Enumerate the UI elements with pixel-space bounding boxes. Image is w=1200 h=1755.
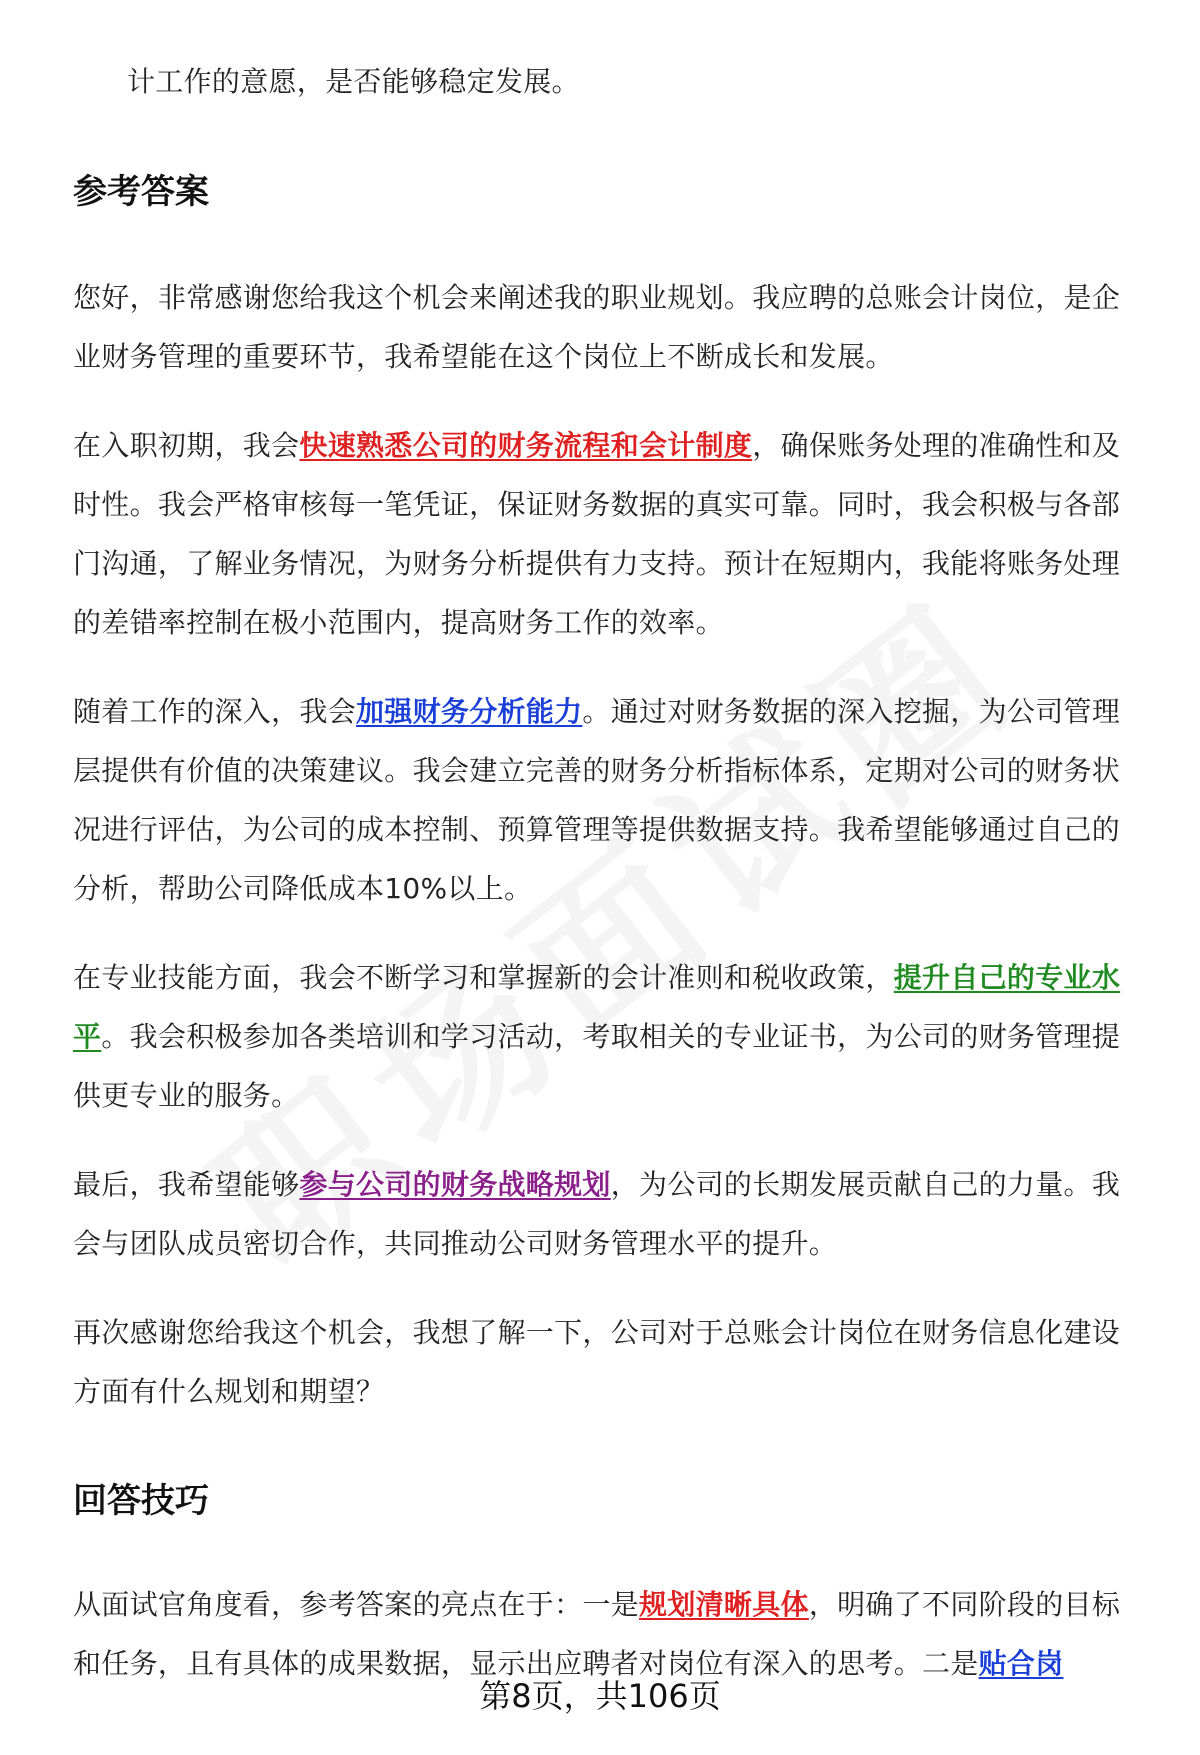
page-footer: 第8页，共106页: [479, 1677, 721, 1715]
intro-line: 计工作的意愿，是否能够稳定发展。: [127, 65, 580, 98]
answer-paragraph-5: [73, 1155, 1145, 1273]
answer-paragraph-3: [73, 682, 1145, 918]
text-span: 最后，我希望能够: [73, 1168, 300, 1201]
highlight-red: 快速熟悉公司的财务流程和会计制度: [299, 429, 753, 462]
text-span: ，明确了不同阶段的目标和任务，且有具体的成果数据，显示出应聘者对岗位有深入的思考。二是: [73, 1588, 1121, 1680]
text-span: ，确保账务处理的准确性和及时性。我会严格审核每一笔凭证，保证财务数据的真实可靠。同时，我会积极与各部门沟通，了解业务情况，为财务分析提供有力支持。预计在短期内，我能将账务处理的差错率控制在极小范围内，提高财务工作的效率。: [73, 429, 1121, 639]
text-span: 。我会积极参加各类培训和学习活动，考取相关的专业证书，为公司的财务管理提供更专业的服务。: [73, 1020, 1121, 1112]
section-title-answer: 参考答案: [73, 172, 209, 212]
highlight-green: 提升自己的专业水平: [73, 961, 1121, 1053]
section-title-tips: 回答技巧: [73, 1481, 209, 1521]
text-span: 在入职初期，我会: [73, 429, 300, 462]
highlight-blue: 加强财务分析能力: [356, 695, 583, 728]
answer-paragraph-6: 再次感谢您给我这个机会，我想了解一下，公司对于总账会计岗位在财务信息化建设方面有什么规划和期望？: [73, 1316, 1121, 1408]
text-span: 。通过对财务数据的深入挖掘，为公司管理层提供有价值的决策建议。我会建立完善的财务分析指标体系，定期对公司的财务状况进行评估，为公司的成本控制、预算管理等提供数据支持。我希望能够通过自己的分析，帮助公司降低成本10%以上。: [73, 695, 1121, 905]
highlight-red: 规划清晰具体: [639, 1588, 809, 1621]
text-span: ，为公司的长期发展贡献自己的力量。我会与团队成员密切合作，共同推动公司财务管理水平的提升。: [73, 1168, 1121, 1260]
text-span: 从面试官角度看，参考答案的亮点在于：一是: [73, 1588, 640, 1621]
highlight-blue: 贴合岗: [978, 1647, 1064, 1680]
answer-paragraph-1: 您好，非常感谢您给我这个机会来阐述我的职业规划。我应聘的总账会计岗位，是企业财务管理的重要环节，我希望能在这个岗位上不断成长和发展。: [73, 281, 1121, 373]
text-span: 随着工作的深入，我会: [73, 695, 357, 728]
answer-paragraph-4: [73, 948, 1145, 1125]
page-content: [73, 0, 1145, 1723]
text-span: 在专业技能方面，我会不断学习和掌握新的会计准则和税收政策，: [73, 961, 894, 994]
answer-paragraph-2: [73, 416, 1145, 652]
highlight-purple: 参与公司的财务战略规划: [299, 1168, 611, 1201]
